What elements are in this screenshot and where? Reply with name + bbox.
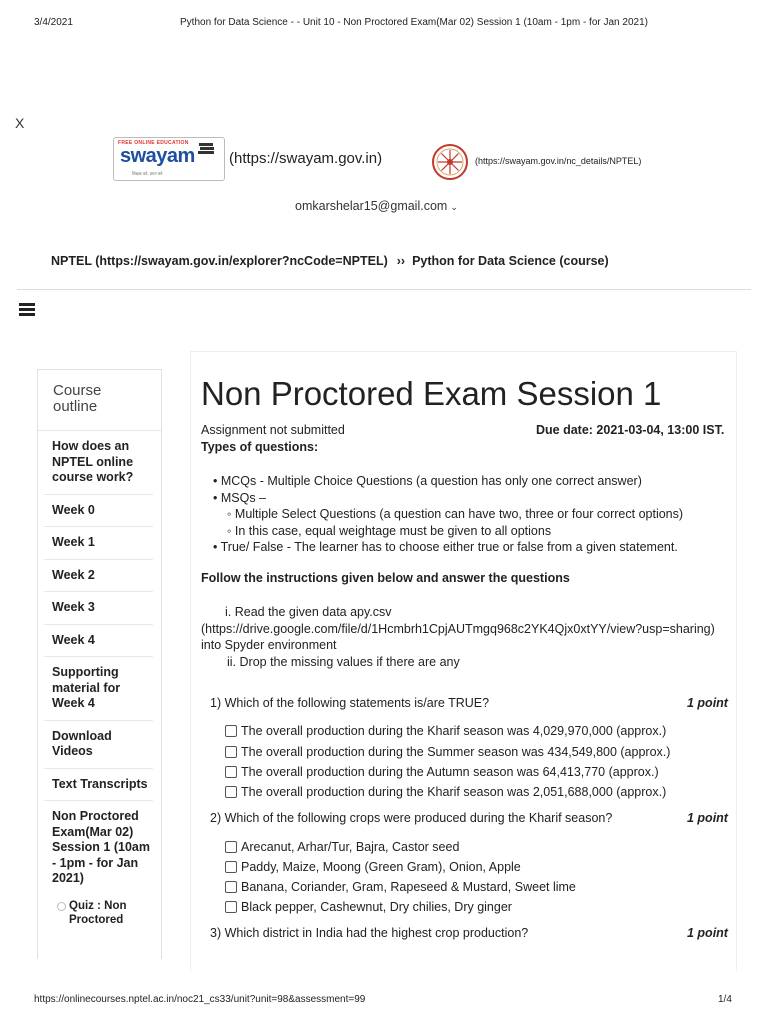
assignment-status: Assignment not submitted: [201, 423, 345, 437]
list-item: • MCQs - Multiple Choice Questions (a question has only one correct answer): [213, 474, 642, 488]
sidebar-item-week-3[interactable]: Week 3: [44, 592, 153, 625]
checkbox[interactable]: [225, 881, 237, 893]
types-heading: Types of questions:: [201, 440, 319, 454]
circle-icon: [57, 902, 66, 911]
question-1-points: 1 point: [687, 696, 728, 710]
header-divider: [17, 289, 751, 290]
nptel-logo[interactable]: [430, 143, 470, 181]
question-3: 3) Which district in India had the highest crop production?: [210, 926, 529, 940]
instruction-2: ii. Drop the missing values if there are any: [227, 654, 460, 669]
list-item: ◦ In this case, equal weightage must be given to all options: [227, 523, 552, 538]
user-email: omkarshelar15@gmail.com: [295, 199, 448, 213]
question-1: 1) Which of the following statements is/are TRUE?: [210, 696, 490, 710]
page-title: Non Proctored Exam Session 1: [201, 375, 662, 412]
course-outline-sidebar: [37, 369, 162, 959]
q1-option-2[interactable]: The overall production during the Summer season was 434,549,800 (approx.): [225, 745, 670, 759]
hamburger-menu-icon[interactable]: [19, 303, 35, 316]
breadcrumb-nptel[interactable]: NPTEL (https://swayam.gov.in/explorer?ncCode=NPTEL): [51, 254, 388, 268]
print-title: Python for Data Science - - Unit 10 - Non Proctored Exam(Mar 02) Session 1 (10am - 1pm - for Jan 2021): [180, 17, 648, 28]
q2-option-3[interactable]: Banana, Coriander, Gram, Rapeseed & Mustard, Sweet lime: [225, 880, 576, 894]
due-date: Due date: 2021-03-04, 13:00 IST.: [536, 423, 725, 437]
sidebar-item-text-transcripts[interactable]: Text Transcripts: [44, 769, 153, 802]
instructions-heading: Follow the instructions given below and answer the questions: [201, 571, 570, 585]
chevron-down-icon: ⌄: [450, 202, 458, 212]
breadcrumb-separator: ››: [396, 254, 406, 268]
course-outline-heading: Course outline: [38, 370, 161, 431]
user-menu[interactable]: [295, 199, 458, 213]
q2-option-1[interactable]: Arecanut, Arhar/Tur, Bajra, Castor seed: [225, 840, 459, 854]
swayam-logo-tagline: शिक्षक करे, प्रगत करे: [132, 171, 163, 176]
instructions: [201, 604, 731, 670]
print-url: https://onlinecourses.nptel.ac.in/noc21_cs33/unit?unit=98&assessment=99: [34, 994, 366, 1005]
checkbox[interactable]: [225, 861, 237, 873]
list-item: • MSQs –: [213, 490, 266, 505]
sidebar-item-supporting-material[interactable]: Supporting material for Week 4: [44, 657, 153, 721]
list-item: • True/ False - The learner has to choose either true or false from a given statement.: [213, 540, 678, 554]
sidebar-item-non-proctored-exam[interactable]: Non Proctored Exam(Mar 02) Session 1 (10am - 1pm - for Jan 2021): [52, 809, 150, 885]
sidebar-item-download-videos[interactable]: Download Videos: [44, 721, 153, 769]
q2-option-4[interactable]: Black pepper, Cashewnut, Dry chilies, Dry ginger: [225, 900, 512, 914]
breadcrumb-course[interactable]: Python for Data Science (course): [412, 254, 609, 268]
print-date: 3/4/2021: [34, 17, 73, 28]
data-link[interactable]: (https://drive.google.com/file/d/1Hcmbrh1CpjAUTmgq968c2YK4Qjx0xtYY/view?usp=sharing): [201, 621, 715, 636]
sidebar-item-week-2[interactable]: Week 2: [44, 560, 153, 593]
checkbox[interactable]: [225, 841, 237, 853]
sidebar-item-week-4[interactable]: Week 4: [44, 625, 153, 658]
sidebar-item-week-0[interactable]: Week 0: [44, 495, 153, 528]
checkbox[interactable]: [225, 725, 237, 737]
q1-option-4[interactable]: The overall production during the Kharif season was 2,051,688,000 (approx.): [225, 785, 666, 799]
breadcrumb: [51, 254, 609, 268]
list-item: ◦ Multiple Select Questions (a question can have two, three or four correct options): [227, 507, 684, 521]
checkbox[interactable]: [225, 786, 237, 798]
sidebar-item-week-1[interactable]: Week 1: [44, 527, 153, 560]
sidebar-sub-item-label: Quiz : Non Proctored: [69, 899, 127, 926]
print-page-number: 1/4: [718, 994, 732, 1005]
books-icon: [198, 142, 216, 154]
checkbox[interactable]: [225, 901, 237, 913]
question-3-points: 1 point: [687, 926, 728, 940]
checkbox[interactable]: [225, 766, 237, 778]
q1-option-3[interactable]: The overall production during the Autumn season was 64,413,770 (approx.): [225, 765, 659, 779]
sidebar-item-how-it-works[interactable]: How does an NPTEL online course work?: [44, 431, 153, 495]
instruction-1: i. Read the given data apy.csv: [225, 605, 392, 619]
nptel-link[interactable]: (https://swayam.gov.in/nc_details/NPTEL): [475, 156, 642, 166]
q1-option-1[interactable]: The overall production during the Kharif season was 4,029,970,000 (approx.): [225, 724, 666, 738]
question-types-list: [213, 473, 683, 556]
question-2: 2) Which of the following crops were produced during the Kharif season?: [210, 811, 613, 825]
instruction-1-end: into Spyder environment: [201, 638, 337, 652]
swayam-logo-top-text: FREE ONLINE EDUCATION: [118, 140, 189, 146]
sidebar-sub-item-quiz[interactable]: [38, 895, 161, 928]
close-icon[interactable]: X: [15, 115, 25, 131]
question-2-points: 1 point: [687, 811, 728, 825]
swayam-logo-word: swayam: [120, 145, 195, 167]
q2-option-2[interactable]: Paddy, Maize, Moong (Green Gram), Onion, Apple: [225, 860, 521, 874]
checkbox[interactable]: [225, 746, 237, 758]
swayam-logo[interactable]: [113, 137, 225, 181]
swayam-link[interactable]: (https://swayam.gov.in): [229, 150, 383, 167]
